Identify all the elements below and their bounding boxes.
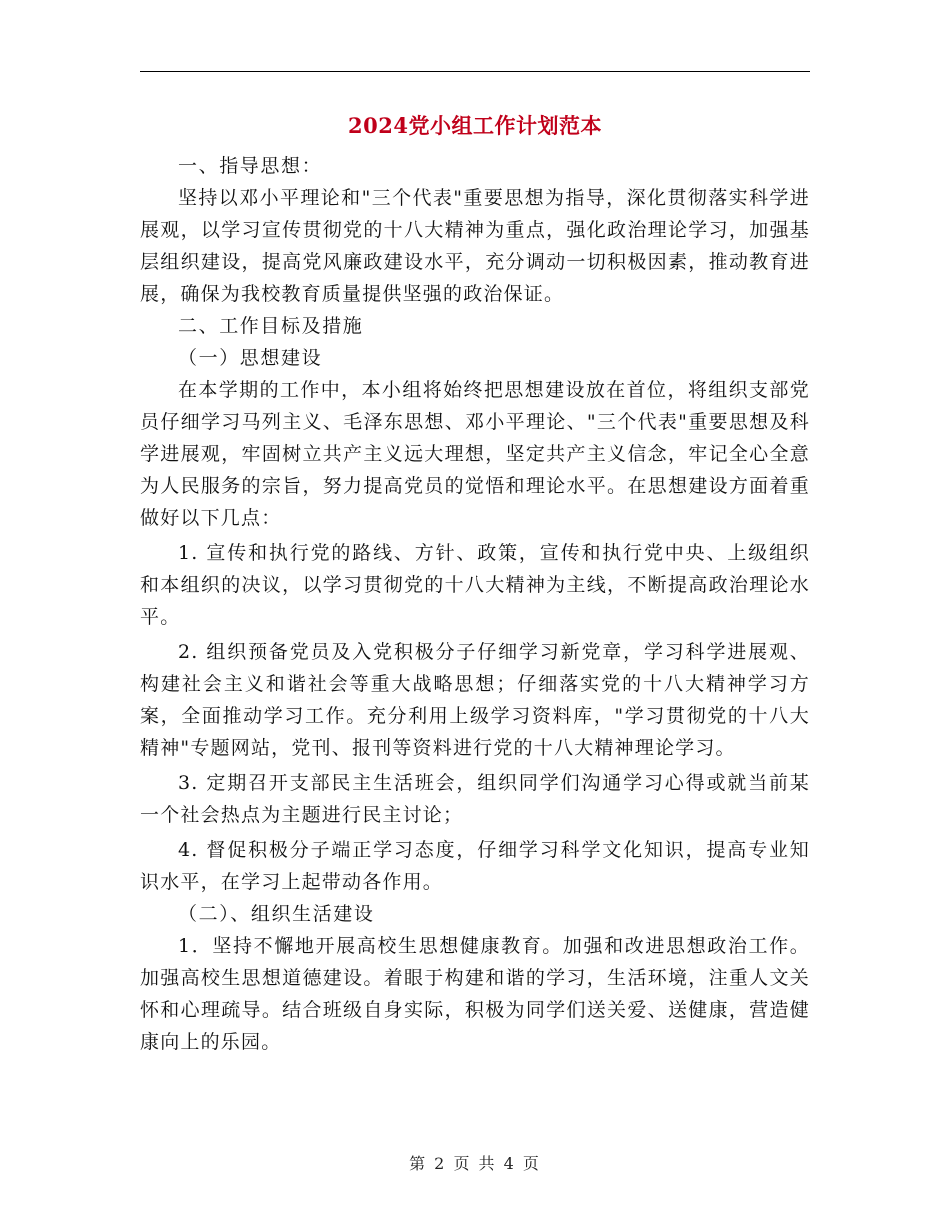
paragraph-organization-life-1: 1．坚持不懈地开展高校生思想健康教育。加强和改进思想政治工作。加强高校生思想道德建设。着眼于构建和谐的学习，生活环境，注重人文关怀和心理疏导。结合班级自身实际，积极为同学们送关爱、送健康，营造健康向上的乐园。 (140, 935, 810, 1053)
document-body (140, 150, 810, 1058)
section-heading-guiding-ideology: 一、指导思想： (178, 155, 323, 177)
list-item-4: 4. 督促积极分子端正学习态度，仔细学习科学文化知识，提高专业知识水平，在学习上起带动各作用。 (140, 839, 810, 893)
list-item-2: 2. 组织预备党员及入党积极分子仔细学习新党章，学习科学进展观、构建社会主义和谐社会等重大战略思想；仔细落实党的十八大精神学习方案，全面推动学习工作。充分利用上级学习资料库，"学习贯彻党的十八大精神"专题网站，党刊、报刊等资料进行党的十八大精神理论学习。 (140, 641, 810, 759)
paragraph-guiding-ideology: 坚持以邓小平理论和"三个代表"重要思想为指导，深化贯彻落实科学进展观，以学习宣传贯彻党的十八大精神为重点，强化政治理论学习，加强基层组织建设，提高党风廉政建设水平，充分调动一切积极因素，推动教育进展，确保为我校教育质量提供坚强的政治保证。 (140, 187, 810, 305)
list-item-1: 1. 宣传和执行党的路线、方针、政策，宣传和执行党中央、上级组织和本组织的决议，以学习贯彻党的十八大精神为主线，不断提高政治理论水平。 (140, 542, 810, 628)
subsection-heading-organization-life: （二）、组织生活建设 (178, 903, 375, 925)
paragraph-ideological-building: 在本学期的工作中，本小组将始终把思想建设放在首位，将组织支部党员仔细学习马列主义、毛泽东思想、邓小平理论、"三个代表"重要思想及科学进展观，牢固树立共产主义远大理想，坚定共产主义信念，牢记全心全意为人民服务的宗旨，努力提高党员的觉悟和理论水平。在思想建设方面着重做好以下几点： (140, 379, 810, 529)
section-heading-goals-measures: 二、工作目标及措施 (178, 315, 364, 337)
list-item-3: 3. 定期召开支部民主生活班会，组织同学们沟通学习心得或就当前某一个社会热点为主题进行民主讨论； (140, 772, 810, 826)
subsection-heading-ideological-building: （一）思想建设 (178, 347, 323, 369)
header-rule (140, 71, 810, 72)
page-number-footer: 第 2 页 共 4 页 (409, 1154, 541, 1173)
document-title: 2024党小组工作计划范本 (348, 113, 602, 138)
